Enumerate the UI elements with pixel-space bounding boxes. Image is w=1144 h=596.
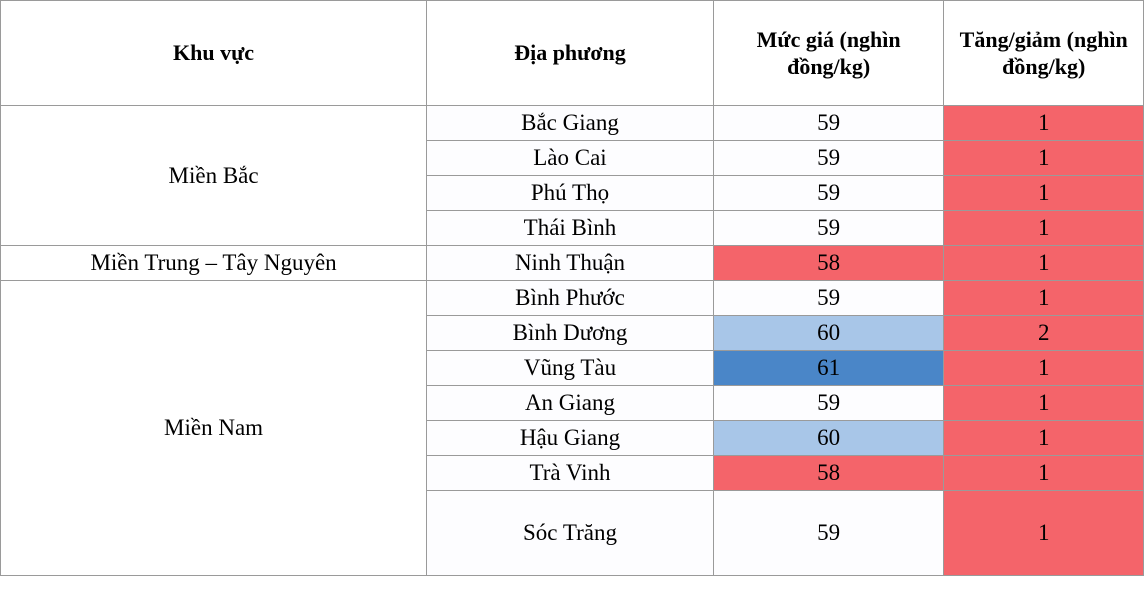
column-header-region: Khu vực <box>1 1 427 106</box>
region-cell: Miền Bắc <box>1 106 427 246</box>
column-header-change: Tăng/giảm (nghìn đồng/kg) <box>944 1 1144 106</box>
price-cell: 59 <box>713 211 944 246</box>
locality-cell: Lào Cai <box>427 141 714 176</box>
price-cell: 59 <box>713 106 944 141</box>
change-cell: 1 <box>944 351 1144 386</box>
change-cell: 1 <box>944 386 1144 421</box>
change-cell: 1 <box>944 281 1144 316</box>
price-cell: 61 <box>713 351 944 386</box>
locality-cell: An Giang <box>427 386 714 421</box>
locality-cell: Bắc Giang <box>427 106 714 141</box>
region-cell: Miền Nam <box>1 281 427 576</box>
price-cell: 59 <box>713 281 944 316</box>
column-header-price: Mức giá (nghìn đồng/kg) <box>713 1 944 106</box>
change-cell: 1 <box>944 491 1144 576</box>
locality-cell: Bình Phước <box>427 281 714 316</box>
change-cell: 1 <box>944 106 1144 141</box>
locality-cell: Trà Vinh <box>427 456 714 491</box>
change-cell: 1 <box>944 421 1144 456</box>
locality-cell: Phú Thọ <box>427 176 714 211</box>
change-cell: 1 <box>944 141 1144 176</box>
price-cell: 58 <box>713 246 944 281</box>
change-cell: 2 <box>944 316 1144 351</box>
change-cell: 1 <box>944 176 1144 211</box>
locality-cell: Thái Bình <box>427 211 714 246</box>
table-row <box>1 281 1144 316</box>
change-cell: 1 <box>944 211 1144 246</box>
price-cell: 58 <box>713 456 944 491</box>
table-row <box>1 246 1144 281</box>
table-body <box>1 106 1144 576</box>
locality-cell: Bình Dương <box>427 316 714 351</box>
column-header-locality: Địa phương <box>427 1 714 106</box>
locality-cell: Hậu Giang <box>427 421 714 456</box>
price-cell: 59 <box>713 491 944 576</box>
price-cell: 59 <box>713 141 944 176</box>
price-cell: 60 <box>713 421 944 456</box>
price-cell: 59 <box>713 386 944 421</box>
price-cell: 59 <box>713 176 944 211</box>
price-cell: 60 <box>713 316 944 351</box>
header-row <box>1 1 1144 106</box>
table-row <box>1 106 1144 141</box>
locality-cell: Sóc Trăng <box>427 491 714 576</box>
locality-cell: Ninh Thuận <box>427 246 714 281</box>
change-cell: 1 <box>944 246 1144 281</box>
change-cell: 1 <box>944 456 1144 491</box>
locality-cell: Vũng Tàu <box>427 351 714 386</box>
table-header <box>1 1 1144 106</box>
region-cell: Miền Trung – Tây Nguyên <box>1 246 427 281</box>
